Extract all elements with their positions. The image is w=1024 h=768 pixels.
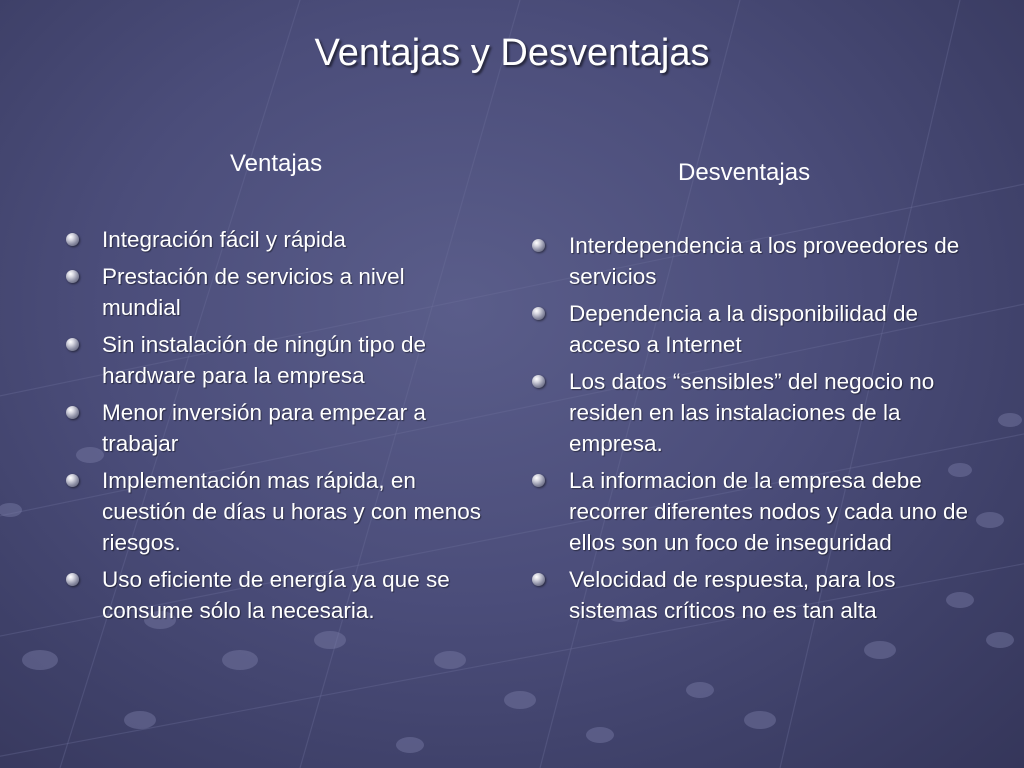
list-item-text: Velocidad de respuesta, para los sistemas críticos no es tan alta [569,567,896,623]
list-item [532,465,972,558]
list-item [66,261,486,323]
list-item [66,397,486,459]
list-item [66,329,486,391]
list-item [66,564,486,626]
desventajas-list [532,230,972,632]
list-item-text: Dependencia a la disponibilidad de acceso a Internet [569,301,919,357]
list-item [532,564,972,626]
bullet-icon [532,375,545,388]
list-item [66,465,486,558]
list-item-text: La informacion de la empresa debe recorrer diferentes nodos y cada uno de ellos son un foco de inseguridad [569,468,968,555]
bullet-icon [532,474,545,487]
ventajas-list [66,224,486,632]
list-item-text: Sin instalación de ningún tipo de hardware para la empresa [102,332,426,388]
list-item-text: Integración fácil y rápida [102,227,346,252]
list-item [532,366,972,459]
list-item [66,224,486,255]
ventajas-heading: Ventajas [230,150,323,177]
desventajas-heading: Desventajas [678,159,811,186]
list-item-text: Interdependencia a los proveedores de servicios [569,233,960,289]
bullet-icon [532,307,545,320]
list-item-text: Implementación mas rápida, en cuestión de días u horas y con menos riesgos. [102,468,481,555]
list-item-text: Menor inversión para empezar a trabajar [102,400,426,456]
slide-title: Ventajas y Desventajas [314,32,710,74]
list-item-text: Prestación de servicios a nivel mundial [102,264,405,320]
list-item [532,298,972,360]
list-item-text: Los datos “sensibles” del negocio no residen en las instalaciones de la empresa. [569,369,935,456]
bullet-icon [66,338,79,351]
bullet-icon [66,233,79,246]
bullet-icon [66,573,79,586]
bullet-icon [66,474,79,487]
list-item [532,230,972,292]
list-item-text: Uso eficiente de energía ya que se consume sólo la necesaria. [102,567,450,623]
bullet-icon [532,239,545,252]
bullet-icon [66,270,79,283]
bullet-icon [532,573,545,586]
bullet-icon [66,406,79,419]
